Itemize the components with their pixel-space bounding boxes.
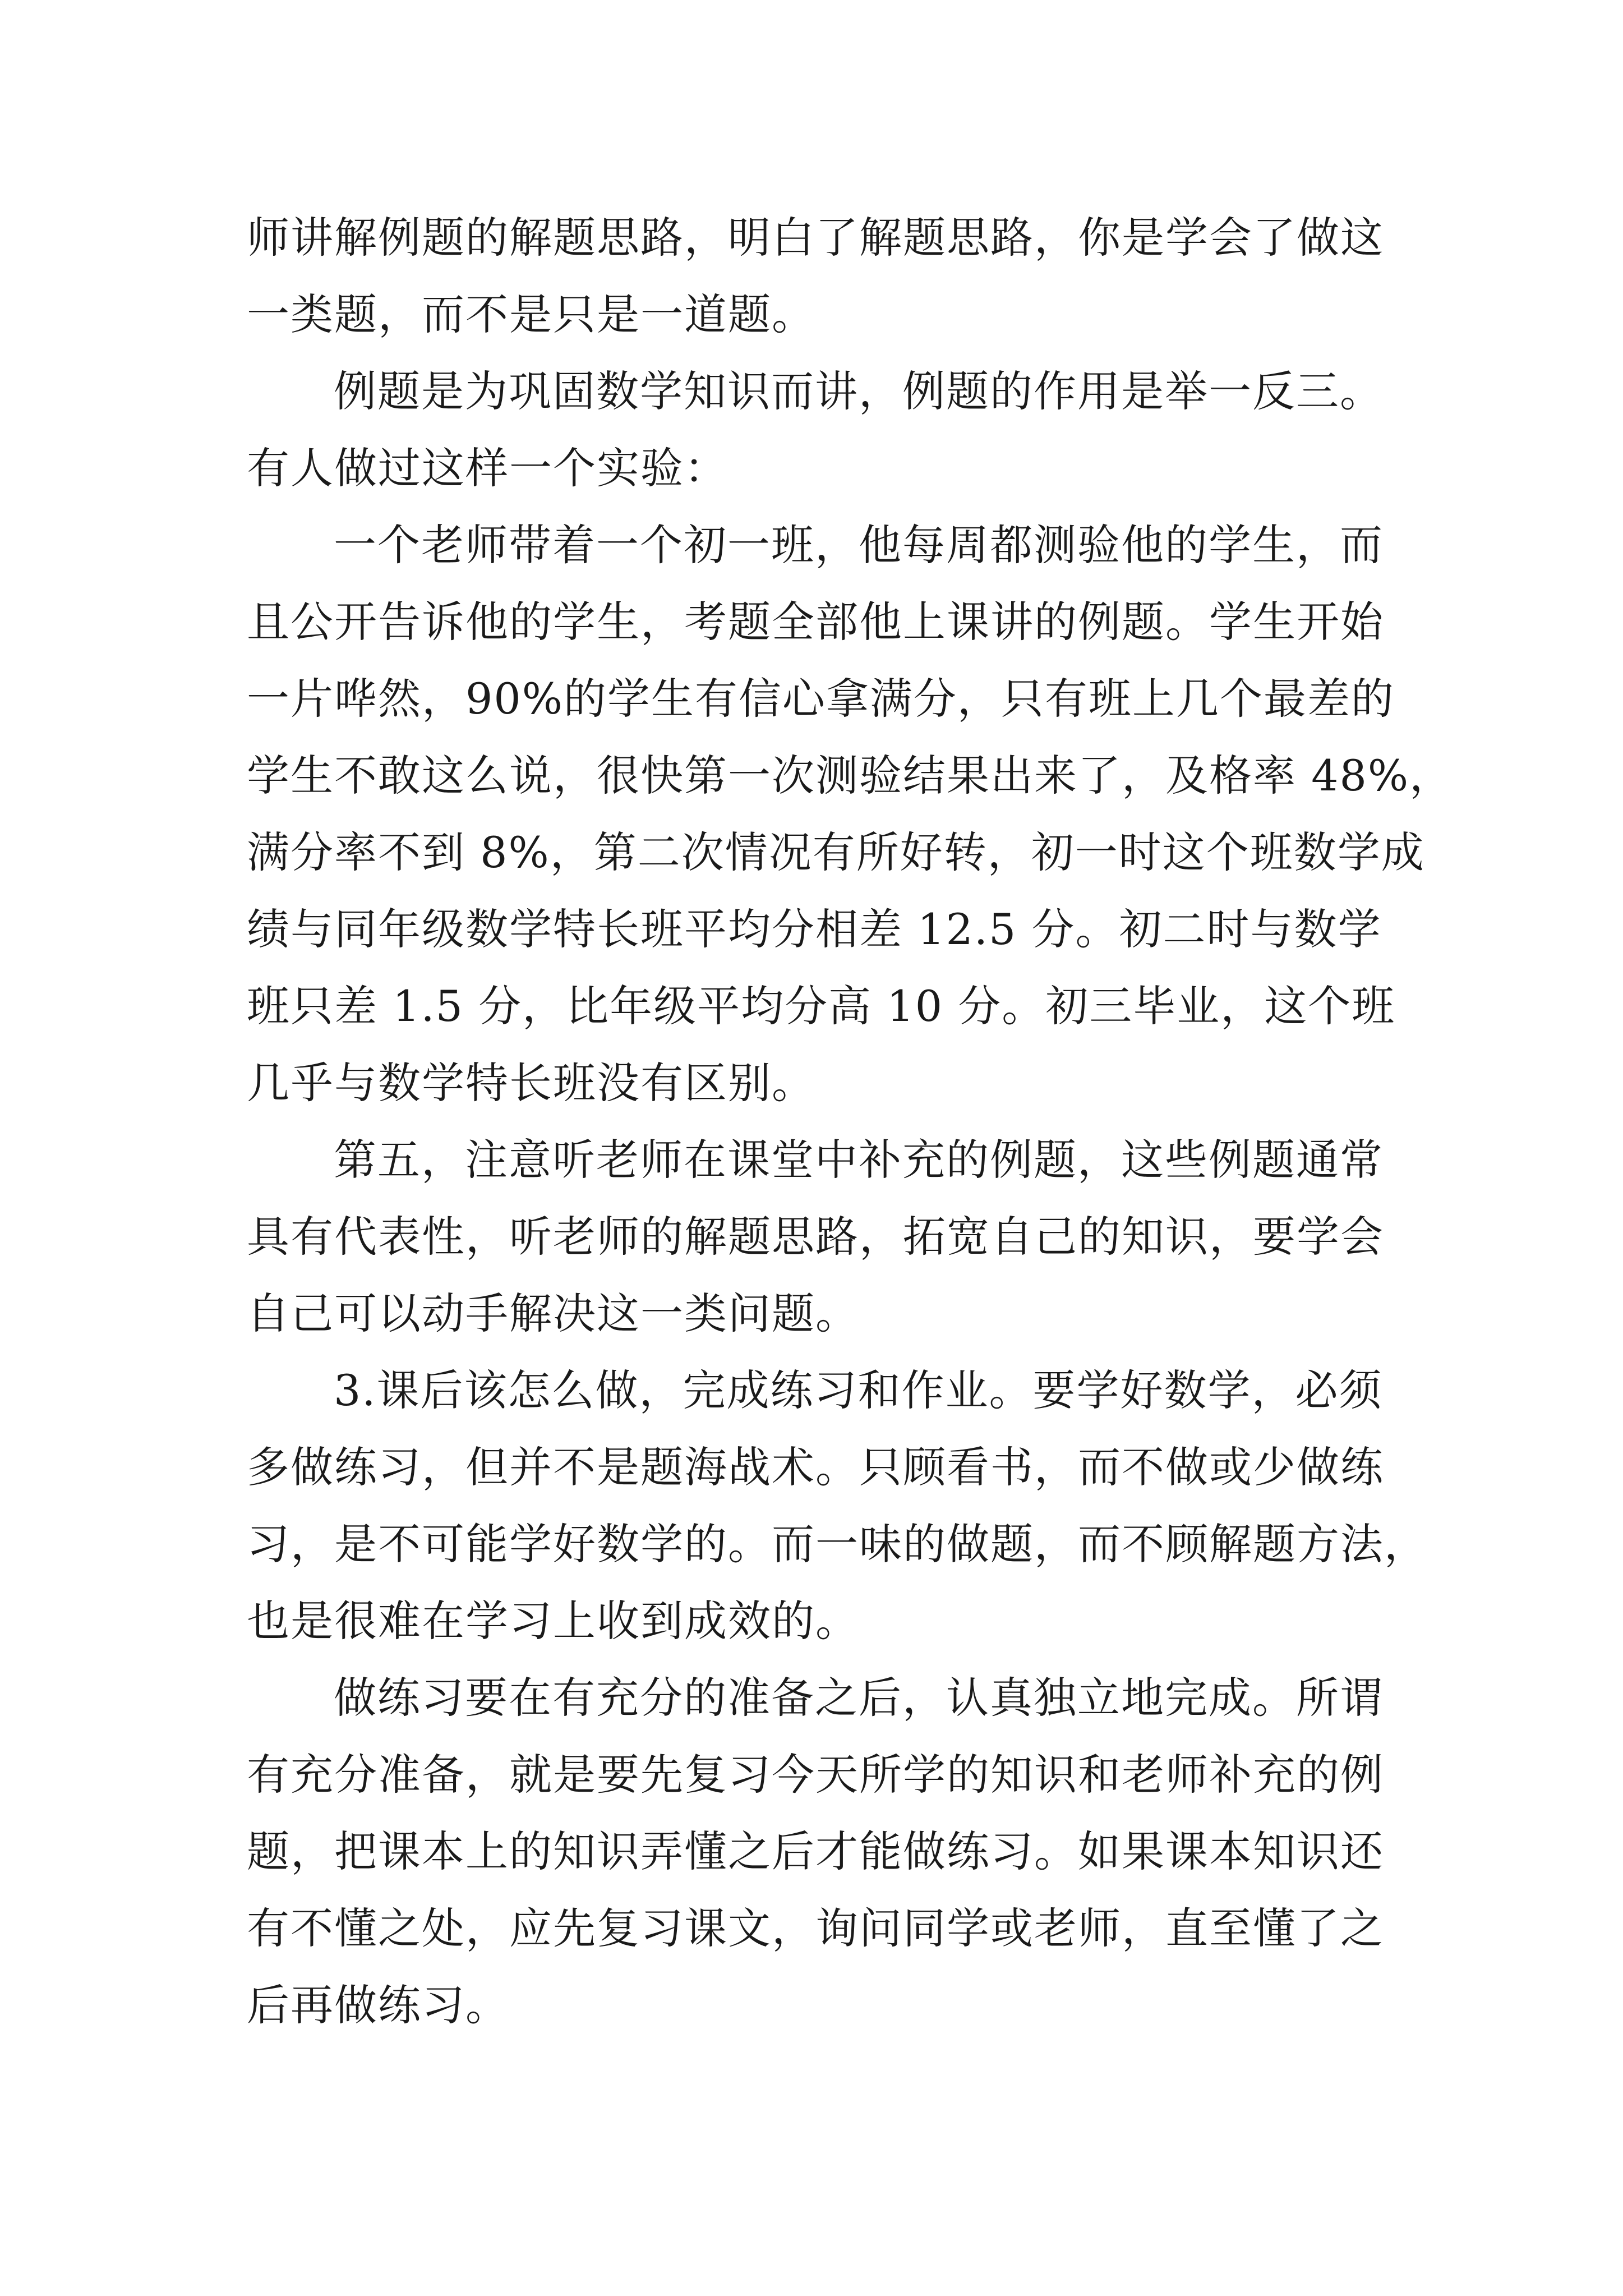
text-line: 师讲解例题的解题思路，明白了解题思路，你是学会了做这 [247, 213, 1384, 263]
text-line: 学生不敢这么说，很快第一次测验结果出来了，及格率 48%， [247, 751, 1454, 800]
text-line: 班只差 1.5 分，比年级平均分高 10 分。初三毕业，这个班 [247, 981, 1396, 1031]
text-line: 第五，注意听老师在课堂中补充的例题，这些例题通常 [334, 1135, 1384, 1185]
text-line: 也是很难在学习上收到成效的。 [247, 1596, 859, 1646]
text-line: 做练习要在有充分的准备之后，认真独立地完成。所谓 [334, 1673, 1384, 1723]
text-line: 具有代表性，听老师的解题思路，拓宽自己的知识，要学会 [247, 1212, 1384, 1262]
text-line: 一片哗然，90%的学生有信心拿满分，只有班上几个最差的 [247, 674, 1395, 724]
text-line: 多做练习，但并不是题海战术。只顾看书，而不做或少做练 [247, 1442, 1384, 1492]
text-line: 一类题，而不是只是一道题。 [247, 289, 815, 339]
text-line: 3.课后该怎么做，完成练习和作业。要学好数学，必须 [334, 1365, 1383, 1415]
text-line: 自己可以动手解决这一类问题。 [247, 1289, 859, 1338]
text-line: 绩与同年级数学特长班平均分相差 12.5 分。初二时与数学 [247, 904, 1382, 954]
text-line: 例题是为巩固数学知识而讲，例题的作用是举一反三。 [334, 366, 1384, 416]
text-line: 习，是不可能学好数学的。而一味的做题，而不顾解题方法， [247, 1519, 1428, 1569]
text-line: 题，把课本上的知识弄懂之后才能做练习。如果课本知识还 [247, 1826, 1384, 1876]
text-line: 有人做过这样一个实验： [247, 443, 728, 493]
text-line: 后再做练习。 [247, 1980, 509, 2030]
text-line: 几乎与数学特长班没有区别。 [247, 1058, 815, 1108]
text-line: 满分率不到 8%，第二次情况有所好转，初一时这个班数学成 [247, 827, 1425, 877]
text-line: 有充分准备，就是要先复习今天所学的知识和老师补充的例 [247, 1750, 1384, 1800]
body-text [247, 199, 1454, 2044]
text-line: 且公开告诉他的学生，考题全部他上课讲的例题。学生开始 [247, 597, 1384, 647]
text-line: 有不懂之处，应先复习课文，询问同学或老师，直至懂了之 [247, 1903, 1384, 1953]
text-line: 一个老师带着一个初一班，他每周都测验他的学生，而 [334, 520, 1384, 570]
